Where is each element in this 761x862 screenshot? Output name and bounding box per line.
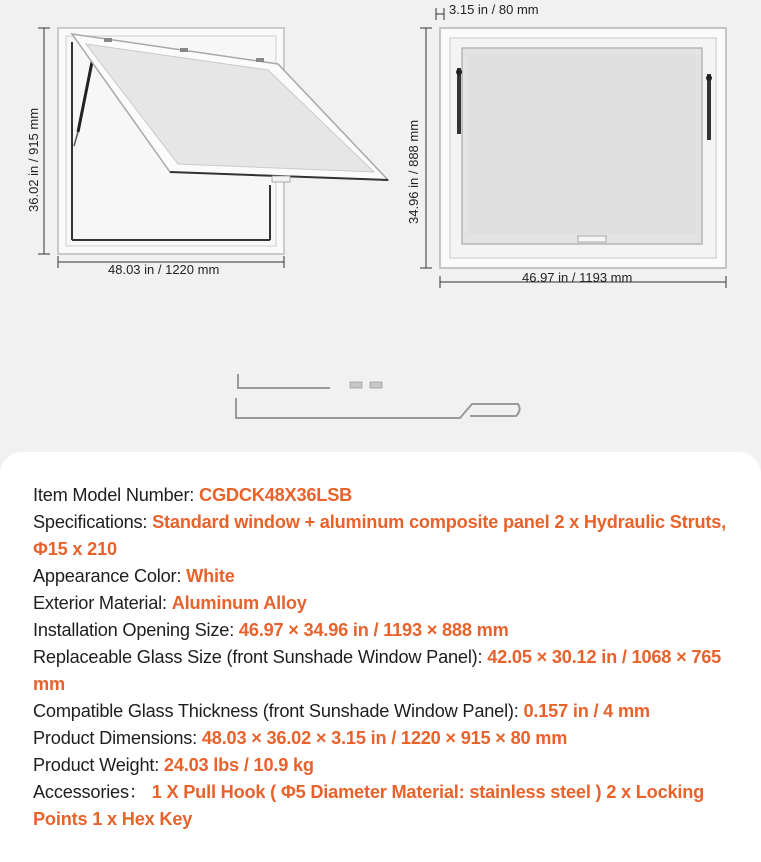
spec-specifications (33, 509, 733, 563)
spec-dimensions (33, 725, 733, 752)
open-window-illustration (38, 28, 388, 268)
spec-thickness (33, 698, 733, 725)
spec-accessories-value: 1 X Pull Hook ( Φ5 Diameter Material: stainless steel ) 2 x Locking Points 1 x Hex Key (33, 782, 705, 829)
accessories-illustration (236, 374, 520, 418)
spec-color-value: White (186, 566, 235, 586)
right-width-label: 46.97 in / 1193 mm (522, 270, 633, 285)
right-height-label: 34.96 in / 888 mm (406, 119, 421, 224)
spec-glass-size (33, 644, 733, 698)
spec-weight-label: Product Weight: (33, 755, 164, 775)
spec-accessories (33, 779, 733, 833)
spec-specifications-label: Specifications: (33, 512, 153, 532)
spec-color (33, 563, 733, 590)
spec-list (33, 482, 733, 833)
spec-accessories-label: Accessories： (33, 782, 147, 802)
spec-weight (33, 752, 733, 779)
spec-material-value: Aluminum Alloy (171, 593, 307, 613)
spec-opening-value: 46.97 × 34.96 in / 1193 × 888 mm (238, 620, 509, 640)
spec-glass-size-value: 42.05 × 30.12 in / 1068 × 765 mm (33, 647, 722, 694)
spec-model (33, 482, 733, 509)
left-width-label: 48.03 in / 1220 mm (108, 262, 220, 277)
spec-dimensions-label: Product Dimensions: (33, 728, 202, 748)
spec-glass-size-label: Replaceable Glass Size (front Sunshade Window Panel): (33, 647, 488, 667)
spec-opening (33, 617, 733, 644)
spec-model-label: Item Model Number: (33, 485, 200, 505)
spec-material (33, 590, 733, 617)
closed-window-illustration (420, 8, 726, 288)
spec-dimensions-value: 48.03 × 36.02 × 3.15 in / 1220 × 915 × 80 mm (201, 728, 568, 748)
spec-card (0, 452, 761, 862)
spec-material-label: Exterior Material: (33, 593, 172, 613)
spec-model-value: CGDCK48X36LSB (199, 485, 353, 505)
spec-thickness-label: Compatible Glass Thickness (front Sunshade Window Panel): (33, 701, 524, 721)
left-height-label: 36.02 in / 915 mm (26, 107, 41, 212)
spec-opening-label: Installation Opening Size: (33, 620, 239, 640)
spec-specifications-value: Standard window + aluminum composite panel 2 x Hydraulic Struts, Φ15 x 210 (33, 512, 726, 559)
spec-weight-value: 24.03 lbs / 10.9 kg (163, 755, 314, 775)
spec-thickness-value: 0.157 in / 4 mm (523, 701, 650, 721)
right-depth-label: 3.15 in / 80 mm (449, 2, 539, 17)
spec-color-label: Appearance Color: (33, 566, 187, 586)
